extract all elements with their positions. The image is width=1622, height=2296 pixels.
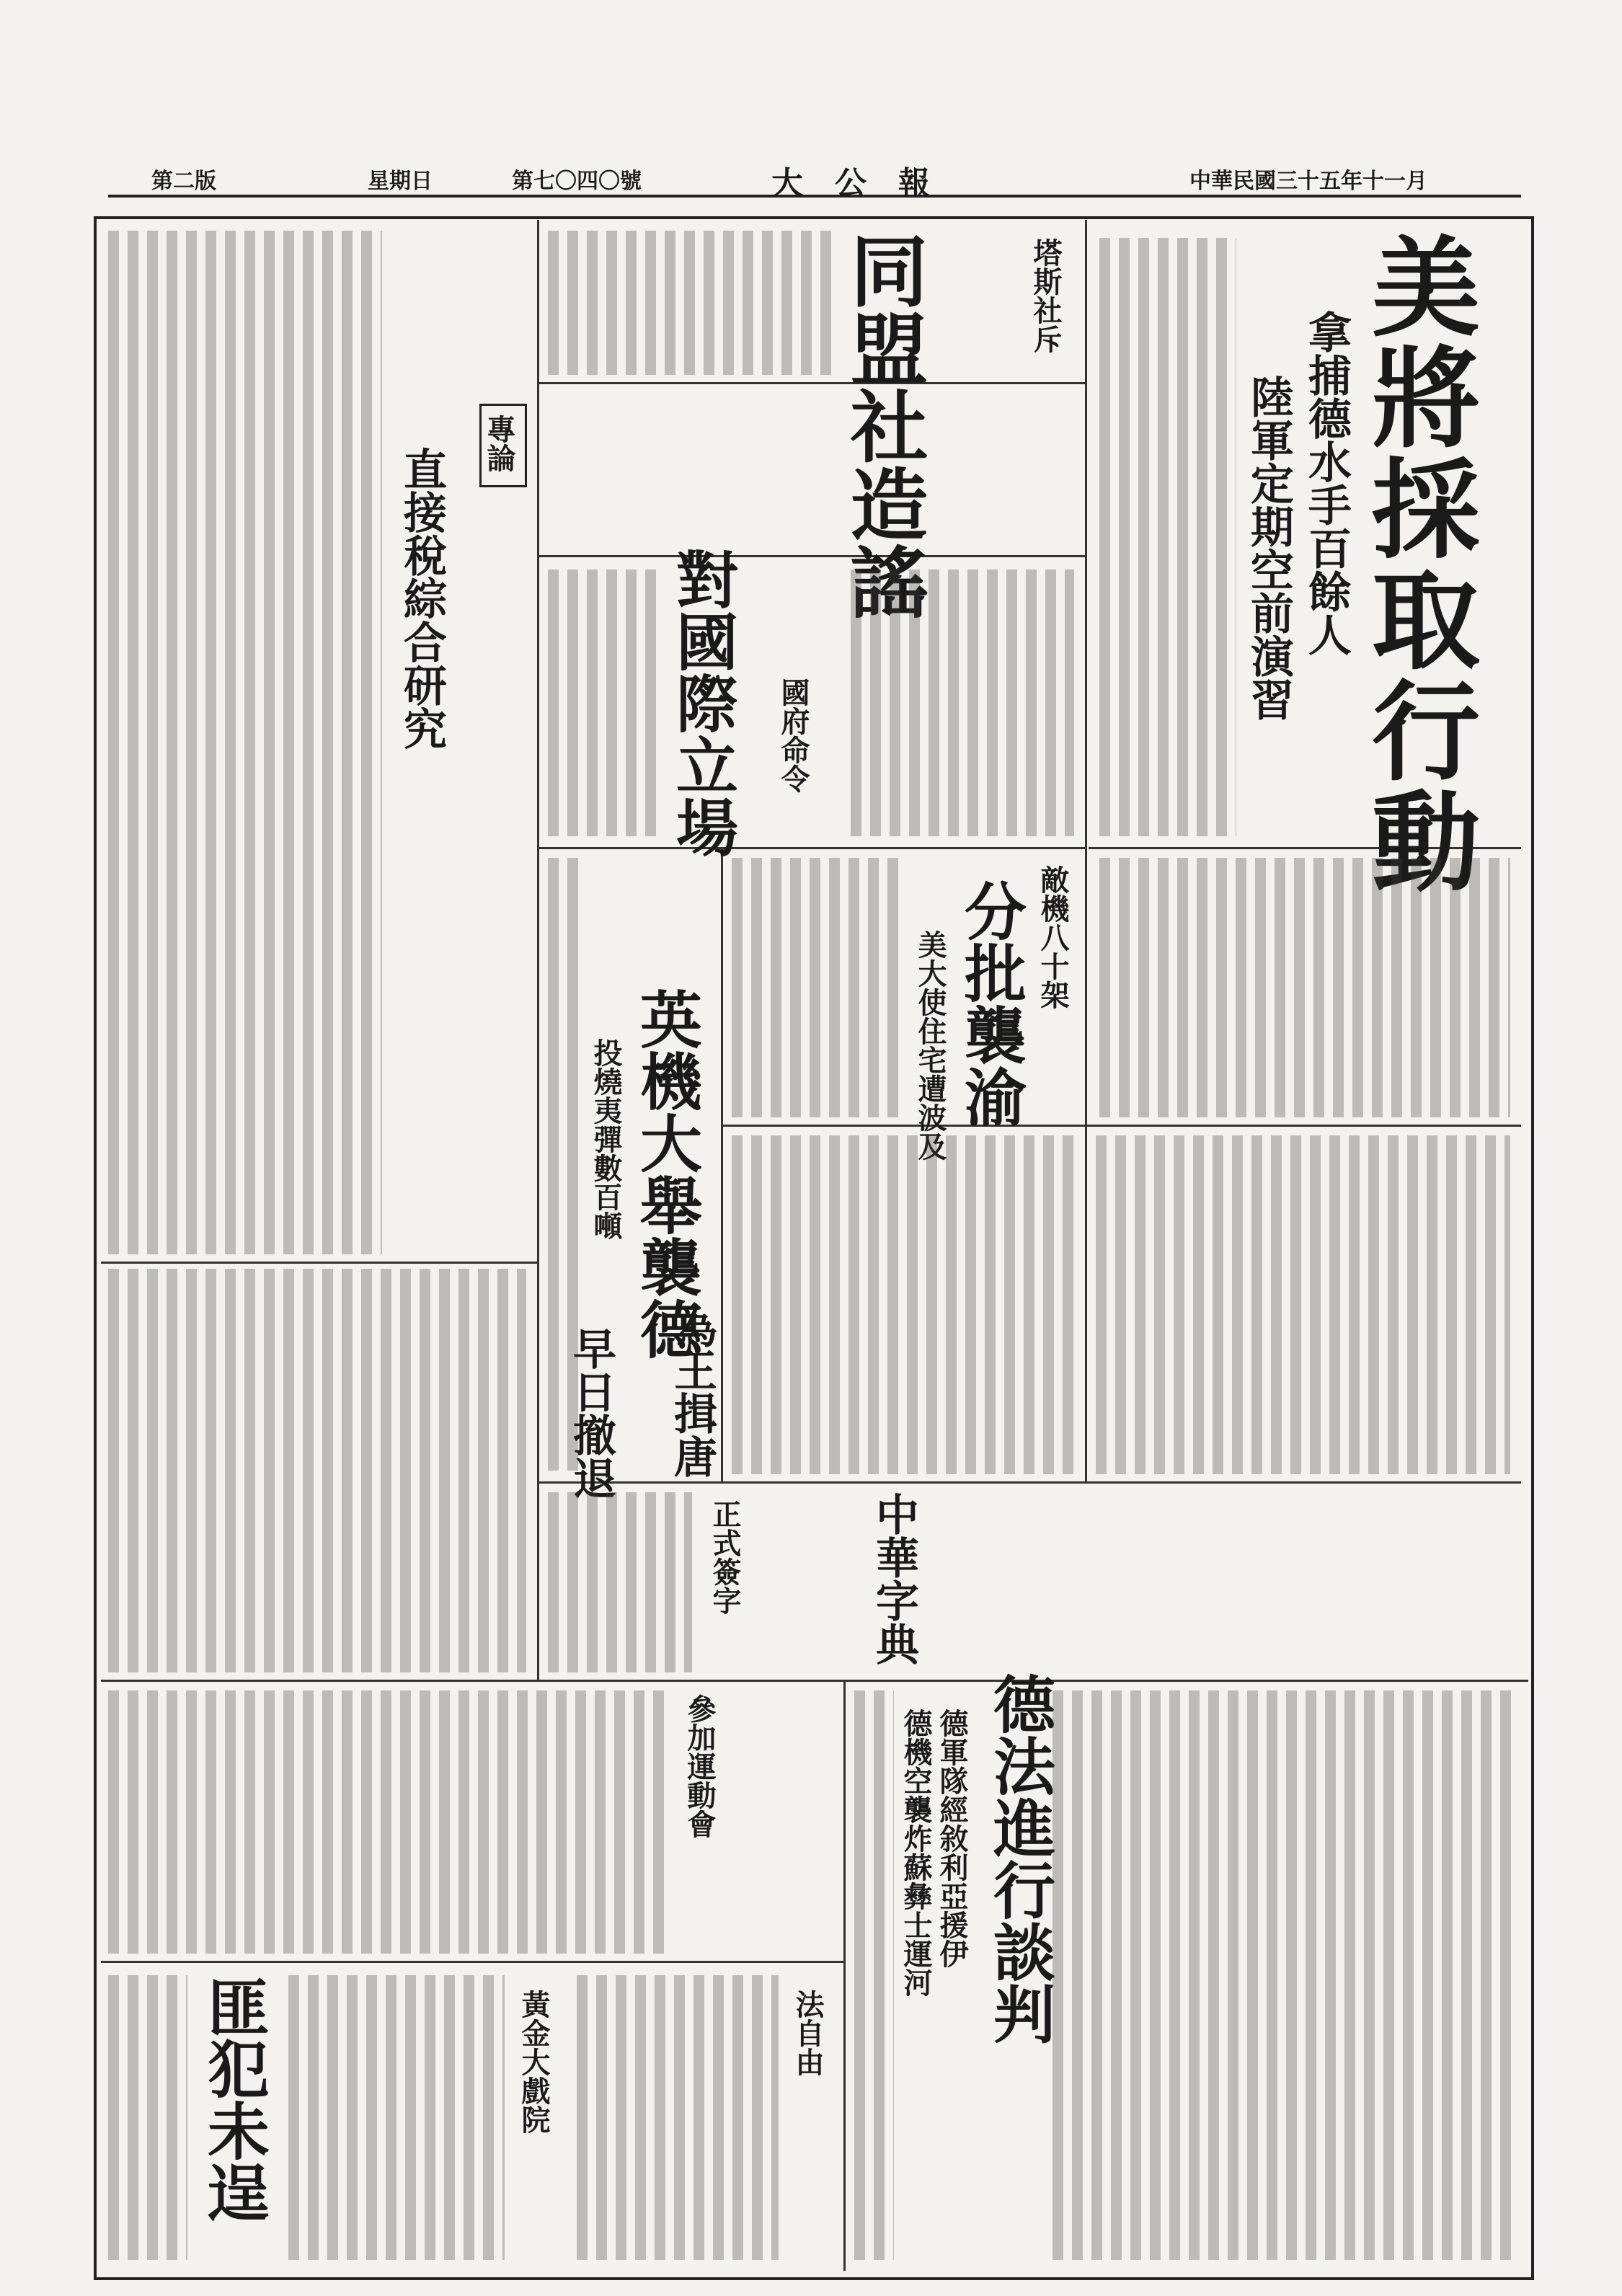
talks-subheadline-2: 德機空襲炸蘇彝士運河 xyxy=(899,1708,933,1997)
signing-headline: 正式簽字 xyxy=(708,1499,742,1615)
middle-article-body xyxy=(732,1135,1078,1474)
budget-article-body xyxy=(1096,1135,1510,1474)
masthead-date: 中華民國三十五年十一月 xyxy=(1189,169,1427,194)
press-freedom-body xyxy=(577,1975,779,2260)
fugitive-body xyxy=(108,1975,187,2260)
planes-body xyxy=(732,858,905,1117)
masthead-weekday: 星期日 xyxy=(368,169,433,194)
bottom-left-article-body xyxy=(108,1690,670,1954)
planes-headline: 分批襲渝 xyxy=(954,879,1027,1127)
intl-stance-body xyxy=(548,569,656,836)
masthead-page-number: 第二版 xyxy=(151,169,216,194)
masthead xyxy=(108,157,1521,202)
theatre-ad-headline: 黃金大戲院 xyxy=(517,1990,551,2134)
tongmeng-headline: 同盟社造謠 xyxy=(837,231,928,620)
decree-headline: 國府命令 xyxy=(776,678,810,793)
movement-headline: 參加運動會 xyxy=(683,1694,717,1838)
lead-article-continued xyxy=(1099,858,1510,1117)
tongmeng-kicker: 塔斯社斥 xyxy=(1029,238,1063,353)
wang-headline: 為王揖唐 xyxy=(667,1305,717,1478)
planes-kicker: 敵機八十架 xyxy=(1036,865,1070,1009)
lead-subheadline-2: 陸軍定期空前演習 xyxy=(1244,375,1294,721)
tongmeng-article-body xyxy=(548,231,833,375)
tax-commentary-body xyxy=(108,231,382,1254)
early-withdraw-headline: 早日撤退 xyxy=(566,1326,616,1499)
lead-headline: 美將採取行動 xyxy=(1353,231,1480,897)
raf-subheadline: 投燒夷彈數百噸 xyxy=(589,1038,623,1240)
fugitive-headline: 匪犯未逞 xyxy=(197,1975,270,2223)
raf-headline: 英機大舉襲德 xyxy=(629,988,702,1360)
press-freedom-headline: 法自由 xyxy=(791,1990,825,2076)
right-bottom-article-body xyxy=(1052,1690,1514,2260)
masthead-issue: 第七〇四〇號 xyxy=(512,169,642,194)
masthead-paper-name: 大 公 報 xyxy=(771,165,930,202)
lead-article-body xyxy=(1099,238,1236,836)
tax-commentary-headline: 直接稅綜合研究 xyxy=(396,447,447,750)
talks-body xyxy=(854,1690,894,2260)
decree-body xyxy=(851,569,1074,836)
talks-subheadline-1: 德軍隊經敘利亞援伊 xyxy=(935,1708,969,1968)
intl-stance-headline: 對國際立場 xyxy=(665,548,738,858)
talks-headline: 德法進行談判 xyxy=(983,1672,1055,2044)
ads-body xyxy=(288,1975,505,2260)
notices-body xyxy=(548,1492,692,1672)
planes-subheadline: 美大使住宅遭波及 xyxy=(913,930,947,1161)
tax-commentary-continued xyxy=(108,1269,526,1672)
lead-subheadline-1: 拿捕德水手百餘人 xyxy=(1301,310,1352,656)
commentary-label: 專論 xyxy=(482,415,516,472)
dictionary-headline: 中華字典 xyxy=(869,1492,919,1665)
